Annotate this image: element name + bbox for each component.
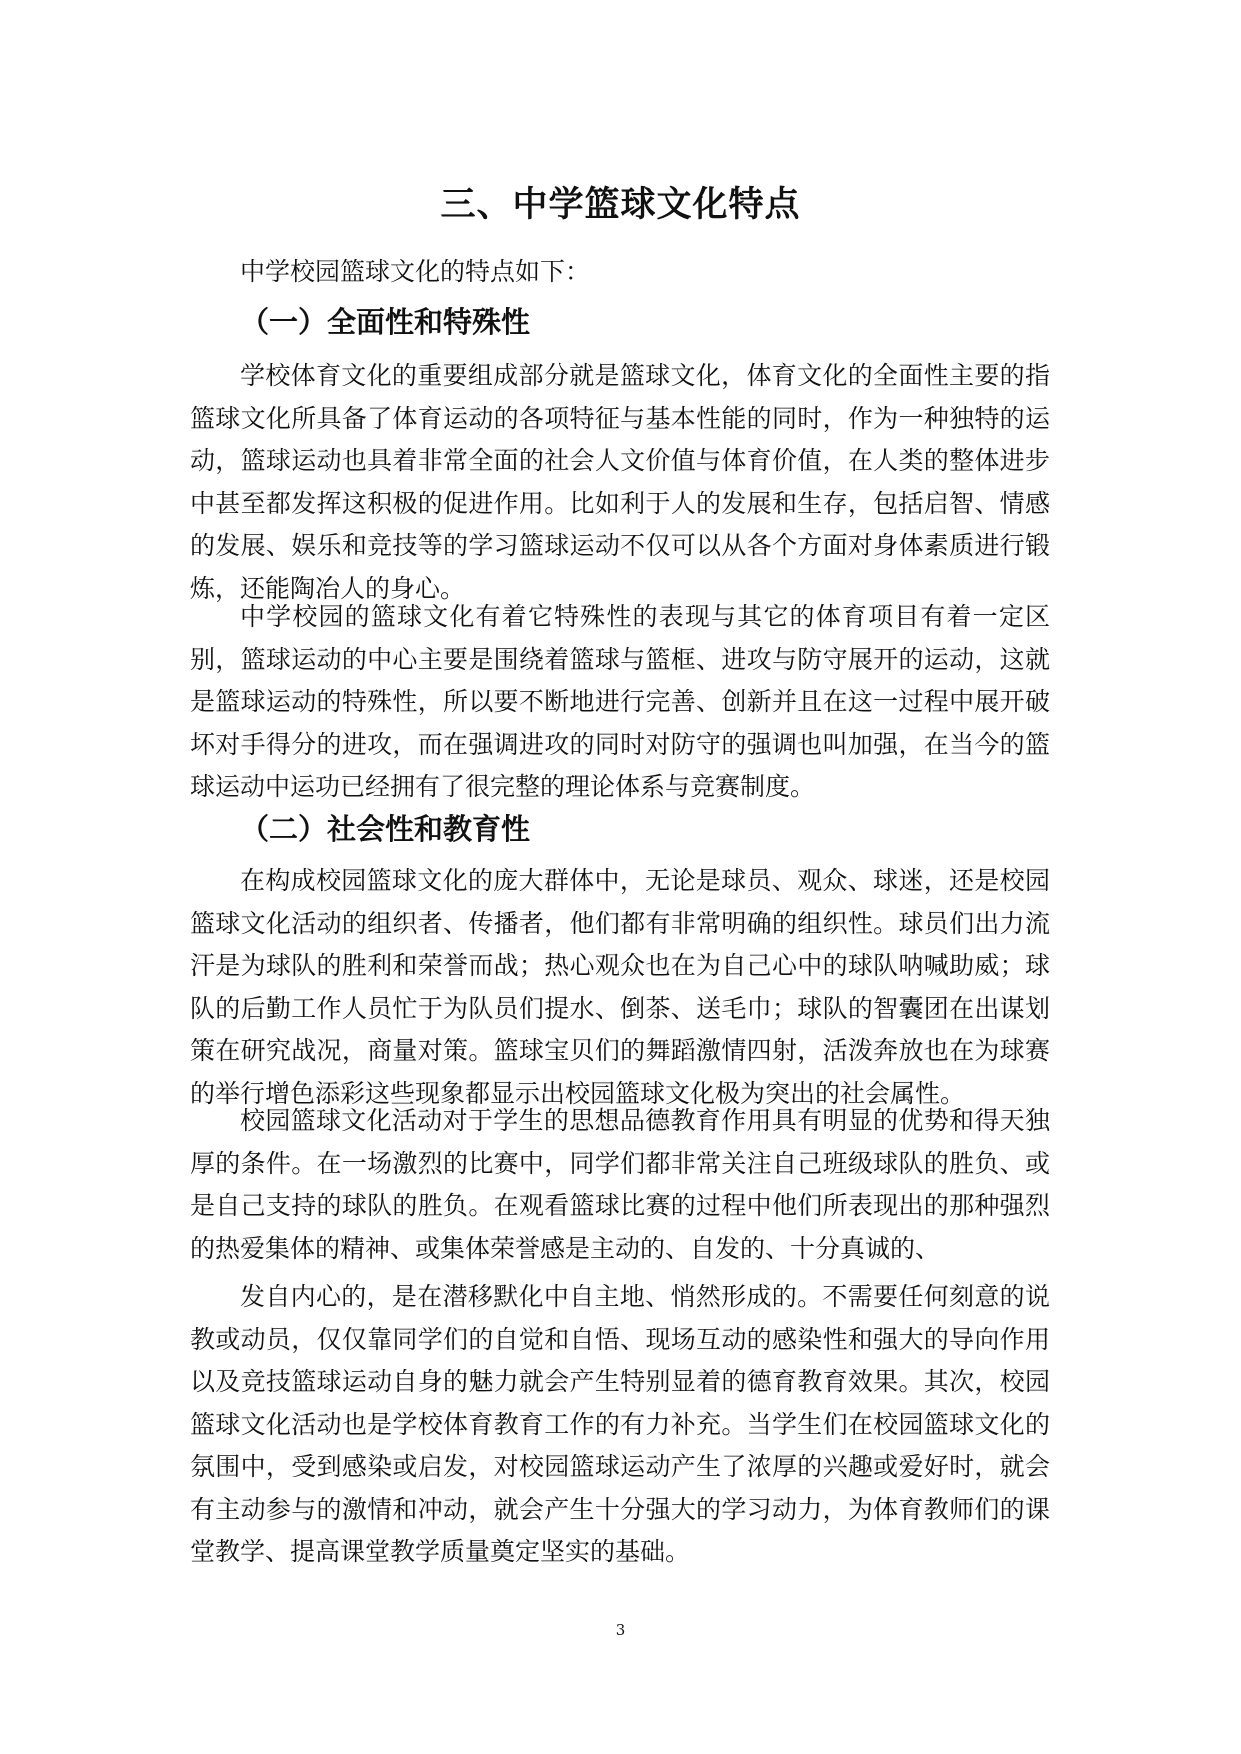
section-2-paragraph-1: 在构成校园篮球文化的庞大群体中，无论是球员、观众、球迷，还是校园篮球文化活动的组织者、传播者，他们都有非常明确的组织性。球员们出力流汗是为球队的胜利和荣誉而战；热心观众也在为自己心中的球队呐喊助威；球队的后勤工作人员忙于为队员们提水、倒茶、送毛巾；球队的智囊团在出谋划策在研究战况，商量对策。篮球宝贝们的舞蹈激情四射，活泼奔放也在为球赛的举行增色添彩这些现象都显示出校园篮球文化极为突出的社会属性。 (190, 866, 1050, 1108)
section-2-paragraph-3: 发自内心的，是在潜移默化中自主地、悄然形成的。不需要任何刻意的说教或动员，仅仅靠同学们的自觉和自悟、现场互动的感染性和强大的导向作用以及竞技篮球运动自身的魅力就会产生特别显着的德育教育效果。其次，校园篮球文化活动也是学校体育教育工作的有力补充。当学生们在校园篮球文化的氛围中，受到感染或启发，对校园篮球运动产生了浓厚的兴趣或爱好时，就会有主动参与的激情和冲动，就会产生十分强大的学习动力，为体育教师们的课堂教学、提高课堂教学质量奠定坚实的基础。 (190, 1282, 1050, 1566)
intro-text: 中学校园篮球文化的特点如下： (240, 257, 591, 286)
section-heading-2: （二）社会性和教育性 (240, 812, 531, 846)
section-1-paragraph-2: 中学校园的篮球文化有着它特殊性的表现与其它的体育项目有着一定区别，篮球运动的中心主要是围绕着篮球与篮框、进攻与防守展开的运动，这就是篮球运动的特殊性，所以要不断地进行完善、创新并且在这一过程中展开破坏对手得分的进攻，而在强调进攻的同时对防守的强调也叫加强，在当今的篮球运动中运功已经拥有了很完整的理论体系与竞赛制度。 (190, 602, 1050, 801)
section-heading-1: （一）全面性和特殊性 (240, 305, 531, 339)
page-number: 3 (615, 1621, 626, 1639)
section-1-paragraph-1: 学校体育文化的重要组成部分就是篮球文化，体育文化的全面性主要的指篮球文化所具备了体育运动的各项特征与基本性能的同时，作为一种独特的运动，篮球运动也具着非常全面的社会人文价值与体育价值，在人类的整体进步中甚至都发挥这积极的促进作用。比如利于人的发展和生存，包括启智、情感的发展、娱乐和竞技等的学习篮球运动不仅可以从各个方面对身体素质进行锻炼，还能陶冶人的身心。 (190, 361, 1050, 603)
section-2-paragraph-2: 校园篮球文化活动对于学生的思想品德教育作用具有明显的优势和得天独厚的条件。在一场激烈的比赛中，同学们都非常关注自己班级球队的胜负、或是自己支持的球队的胜负。在观看篮球比赛的过程中他们所表现出的那种强烈的热爱集体的精神、或集体荣誉感是主动的、自发的、十分真诚的、 (190, 1106, 1050, 1263)
page-title: 三、中学篮球文化特点 (440, 185, 801, 226)
